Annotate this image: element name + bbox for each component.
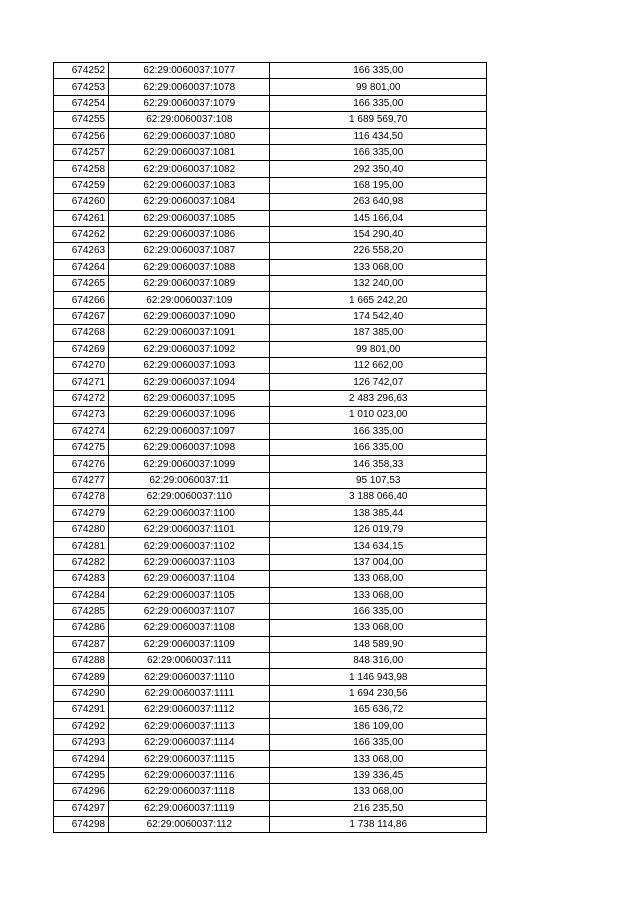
table-row bbox=[54, 653, 487, 669]
row-number-cell: 674290 bbox=[54, 685, 109, 701]
cadastral-value-cell: 133 068,00 bbox=[270, 259, 487, 275]
cadastral-number-cell: 62:29:0060037:1113 bbox=[109, 718, 270, 734]
cadastral-number-cell: 62:29:0060037:112 bbox=[109, 816, 270, 832]
cadastral-number-cell: 62:29:0060037:109 bbox=[109, 292, 270, 308]
cadastral-value-cell: 133 068,00 bbox=[270, 571, 487, 587]
cadastral-number-cell: 62:29:0060037:11 bbox=[109, 472, 270, 488]
cadastral-value-cell: 1 738 114,86 bbox=[270, 816, 487, 832]
cadastral-value-cell: 138 385,44 bbox=[270, 505, 487, 521]
cadastral-value-cell: 186 109,00 bbox=[270, 718, 487, 734]
row-number-cell: 674289 bbox=[54, 669, 109, 685]
cadastral-value-cell: 126 742,07 bbox=[270, 374, 487, 390]
cadastral-value-cell: 1 665 242,20 bbox=[270, 292, 487, 308]
cadastral-number-cell: 62:29:0060037:1077 bbox=[109, 63, 270, 79]
cadastral-number-cell: 62:29:0060037:1115 bbox=[109, 751, 270, 767]
cadastral-value-cell: 146 358,33 bbox=[270, 456, 487, 472]
cadastral-number-cell: 62:29:0060037:1099 bbox=[109, 456, 270, 472]
cadastral-value-cell: 187 385,00 bbox=[270, 325, 487, 341]
row-number-cell: 674258 bbox=[54, 161, 109, 177]
cadastral-number-cell: 62:29:0060037:1102 bbox=[109, 538, 270, 554]
table-row bbox=[54, 735, 487, 751]
table-row bbox=[54, 685, 487, 701]
cadastral-number-cell: 62:29:0060037:1100 bbox=[109, 505, 270, 521]
cadastral-value-cell: 3 188 066,40 bbox=[270, 489, 487, 505]
table-row bbox=[54, 423, 487, 439]
table-row bbox=[54, 128, 487, 144]
table-row bbox=[54, 63, 487, 79]
table-row bbox=[54, 79, 487, 95]
cadastral-number-cell: 62:29:0060037:1080 bbox=[109, 128, 270, 144]
table-row bbox=[54, 571, 487, 587]
table-row bbox=[54, 472, 487, 488]
cadastral-number-cell: 62:29:0060037:111 bbox=[109, 653, 270, 669]
cadastral-number-cell: 62:29:0060037:1105 bbox=[109, 587, 270, 603]
cadastral-number-cell: 62:29:0060037:1119 bbox=[109, 800, 270, 816]
cadastral-number-cell: 62:29:0060037:1108 bbox=[109, 620, 270, 636]
cadastral-value-cell: 133 068,00 bbox=[270, 784, 487, 800]
table-row bbox=[54, 538, 487, 554]
cadastral-number-cell: 62:29:0060037:1086 bbox=[109, 226, 270, 242]
cadastral-value-cell: 174 542,40 bbox=[270, 308, 487, 324]
table-body bbox=[54, 63, 487, 833]
cadastral-number-cell: 62:29:0060037:1094 bbox=[109, 374, 270, 390]
cadastral-value-cell: 1 010 023,00 bbox=[270, 407, 487, 423]
cadastral-value-cell: 166 335,00 bbox=[270, 144, 487, 160]
cadastral-number-cell: 62:29:0060037:1093 bbox=[109, 358, 270, 374]
table-row bbox=[54, 259, 487, 275]
cadastral-value-cell: 848 316,00 bbox=[270, 653, 487, 669]
cadastral-value-cell: 1 689 569,70 bbox=[270, 112, 487, 128]
cadastral-number-cell: 62:29:0060037:110 bbox=[109, 489, 270, 505]
cadastral-number-cell: 62:29:0060037:1089 bbox=[109, 276, 270, 292]
cadastral-number-cell: 62:29:0060037:1091 bbox=[109, 325, 270, 341]
table-row bbox=[54, 292, 487, 308]
cadastral-value-table bbox=[53, 62, 487, 833]
table-row bbox=[54, 505, 487, 521]
cadastral-value-cell: 2 483 296,63 bbox=[270, 390, 487, 406]
cadastral-value-cell: 116 434,50 bbox=[270, 128, 487, 144]
table-row bbox=[54, 669, 487, 685]
row-number-cell: 674283 bbox=[54, 571, 109, 587]
cadastral-number-cell: 62:29:0060037:1088 bbox=[109, 259, 270, 275]
table-row bbox=[54, 751, 487, 767]
cadastral-number-cell: 62:29:0060037:1097 bbox=[109, 423, 270, 439]
row-number-cell: 674280 bbox=[54, 521, 109, 537]
cadastral-value-cell: 137 004,00 bbox=[270, 554, 487, 570]
table-row bbox=[54, 358, 487, 374]
row-number-cell: 674282 bbox=[54, 554, 109, 570]
cadastral-number-cell: 62:29:0060037:1085 bbox=[109, 210, 270, 226]
table-row bbox=[54, 144, 487, 160]
cadastral-number-cell: 62:29:0060037:1095 bbox=[109, 390, 270, 406]
row-number-cell: 674267 bbox=[54, 308, 109, 324]
table-row bbox=[54, 767, 487, 783]
row-number-cell: 674263 bbox=[54, 243, 109, 259]
row-number-cell: 674257 bbox=[54, 144, 109, 160]
table-row bbox=[54, 816, 487, 832]
table-row bbox=[54, 620, 487, 636]
cadastral-number-cell: 62:29:0060037:1084 bbox=[109, 194, 270, 210]
cadastral-number-cell: 62:29:0060037:1090 bbox=[109, 308, 270, 324]
cadastral-number-cell: 62:29:0060037:1098 bbox=[109, 439, 270, 455]
cadastral-number-cell: 62:29:0060037:1103 bbox=[109, 554, 270, 570]
row-number-cell: 674287 bbox=[54, 636, 109, 652]
row-number-cell: 674254 bbox=[54, 95, 109, 111]
cadastral-number-cell: 62:29:0060037:1110 bbox=[109, 669, 270, 685]
cadastral-number-cell: 62:29:0060037:1101 bbox=[109, 521, 270, 537]
table-row bbox=[54, 439, 487, 455]
table-row bbox=[54, 390, 487, 406]
row-number-cell: 674252 bbox=[54, 63, 109, 79]
table-row bbox=[54, 603, 487, 619]
cadastral-number-cell: 62:29:0060037:1087 bbox=[109, 243, 270, 259]
row-number-cell: 674281 bbox=[54, 538, 109, 554]
table-row bbox=[54, 161, 487, 177]
row-number-cell: 674279 bbox=[54, 505, 109, 521]
cadastral-value-cell: 148 589,90 bbox=[270, 636, 487, 652]
row-number-cell: 674293 bbox=[54, 735, 109, 751]
table-row bbox=[54, 112, 487, 128]
cadastral-value-cell: 166 335,00 bbox=[270, 603, 487, 619]
row-number-cell: 674291 bbox=[54, 702, 109, 718]
row-number-cell: 674286 bbox=[54, 620, 109, 636]
row-number-cell: 674255 bbox=[54, 112, 109, 128]
cadastral-value-cell: 166 335,00 bbox=[270, 63, 487, 79]
row-number-cell: 674275 bbox=[54, 439, 109, 455]
cadastral-value-cell: 166 335,00 bbox=[270, 423, 487, 439]
row-number-cell: 674261 bbox=[54, 210, 109, 226]
cadastral-value-cell: 134 634,15 bbox=[270, 538, 487, 554]
table-row bbox=[54, 374, 487, 390]
cadastral-value-cell: 292 350,40 bbox=[270, 161, 487, 177]
row-number-cell: 674288 bbox=[54, 653, 109, 669]
table-row bbox=[54, 210, 487, 226]
cadastral-number-cell: 62:29:0060037:1104 bbox=[109, 571, 270, 587]
table-row bbox=[54, 521, 487, 537]
row-number-cell: 674278 bbox=[54, 489, 109, 505]
table-row bbox=[54, 341, 487, 357]
cadastral-value-cell: 226 558,20 bbox=[270, 243, 487, 259]
cadastral-value-cell: 133 068,00 bbox=[270, 751, 487, 767]
cadastral-value-cell: 165 636,72 bbox=[270, 702, 487, 718]
cadastral-number-cell: 62:29:0060037:1081 bbox=[109, 144, 270, 160]
row-number-cell: 674253 bbox=[54, 79, 109, 95]
cadastral-number-cell: 62:29:0060037:1116 bbox=[109, 767, 270, 783]
cadastral-value-cell: 166 335,00 bbox=[270, 439, 487, 455]
cadastral-value-cell: 139 336,45 bbox=[270, 767, 487, 783]
cadastral-number-cell: 62:29:0060037:1083 bbox=[109, 177, 270, 193]
cadastral-value-cell: 133 068,00 bbox=[270, 587, 487, 603]
table-row bbox=[54, 325, 487, 341]
table-row bbox=[54, 276, 487, 292]
cadastral-value-cell: 99 801,00 bbox=[270, 79, 487, 95]
table-row bbox=[54, 800, 487, 816]
row-number-cell: 674295 bbox=[54, 767, 109, 783]
cadastral-value-cell: 133 068,00 bbox=[270, 620, 487, 636]
row-number-cell: 674292 bbox=[54, 718, 109, 734]
cadastral-value-cell: 168 195,00 bbox=[270, 177, 487, 193]
row-number-cell: 674276 bbox=[54, 456, 109, 472]
cadastral-number-cell: 62:29:0060037:1092 bbox=[109, 341, 270, 357]
table-row bbox=[54, 636, 487, 652]
row-number-cell: 674271 bbox=[54, 374, 109, 390]
row-number-cell: 674296 bbox=[54, 784, 109, 800]
table-row bbox=[54, 194, 487, 210]
cadastral-value-cell: 145 166,04 bbox=[270, 210, 487, 226]
row-number-cell: 674274 bbox=[54, 423, 109, 439]
row-number-cell: 674284 bbox=[54, 587, 109, 603]
cadastral-number-cell: 62:29:0060037:1114 bbox=[109, 735, 270, 751]
cadastral-number-cell: 62:29:0060037:108 bbox=[109, 112, 270, 128]
cadastral-value-cell: 1 146 943,98 bbox=[270, 669, 487, 685]
row-number-cell: 674260 bbox=[54, 194, 109, 210]
row-number-cell: 674256 bbox=[54, 128, 109, 144]
row-number-cell: 674268 bbox=[54, 325, 109, 341]
row-number-cell: 674265 bbox=[54, 276, 109, 292]
table-row bbox=[54, 489, 487, 505]
row-number-cell: 674266 bbox=[54, 292, 109, 308]
row-number-cell: 674285 bbox=[54, 603, 109, 619]
cadastral-value-cell: 112 662,00 bbox=[270, 358, 487, 374]
cadastral-value-cell: 263 640,98 bbox=[270, 194, 487, 210]
cadastral-number-cell: 62:29:0060037:1111 bbox=[109, 685, 270, 701]
row-number-cell: 674273 bbox=[54, 407, 109, 423]
row-number-cell: 674269 bbox=[54, 341, 109, 357]
cadastral-number-cell: 62:29:0060037:1107 bbox=[109, 603, 270, 619]
row-number-cell: 674277 bbox=[54, 472, 109, 488]
row-number-cell: 674272 bbox=[54, 390, 109, 406]
cadastral-number-cell: 62:29:0060037:1112 bbox=[109, 702, 270, 718]
table-row bbox=[54, 702, 487, 718]
cadastral-value-cell: 216 235,50 bbox=[270, 800, 487, 816]
row-number-cell: 674297 bbox=[54, 800, 109, 816]
cadastral-value-cell: 126 019,79 bbox=[270, 521, 487, 537]
row-number-cell: 674298 bbox=[54, 816, 109, 832]
table-row bbox=[54, 587, 487, 603]
row-number-cell: 674264 bbox=[54, 259, 109, 275]
cadastral-value-cell: 95 107,53 bbox=[270, 472, 487, 488]
table-row bbox=[54, 308, 487, 324]
table-row bbox=[54, 243, 487, 259]
cadastral-number-cell: 62:29:0060037:1109 bbox=[109, 636, 270, 652]
cadastral-value-cell: 166 335,00 bbox=[270, 735, 487, 751]
cadastral-number-cell: 62:29:0060037:1078 bbox=[109, 79, 270, 95]
cadastral-value-cell: 132 240,00 bbox=[270, 276, 487, 292]
cadastral-number-cell: 62:29:0060037:1118 bbox=[109, 784, 270, 800]
table-row bbox=[54, 95, 487, 111]
cadastral-number-cell: 62:29:0060037:1079 bbox=[109, 95, 270, 111]
cadastral-value-cell: 1 694 230,56 bbox=[270, 685, 487, 701]
cadastral-value-cell: 99 801,00 bbox=[270, 341, 487, 357]
table-row bbox=[54, 407, 487, 423]
row-number-cell: 674270 bbox=[54, 358, 109, 374]
row-number-cell: 674294 bbox=[54, 751, 109, 767]
cadastral-value-cell: 154 290,40 bbox=[270, 226, 487, 242]
row-number-cell: 674262 bbox=[54, 226, 109, 242]
cadastral-number-cell: 62:29:0060037:1096 bbox=[109, 407, 270, 423]
cadastral-value-cell: 166 335,00 bbox=[270, 95, 487, 111]
table-row bbox=[54, 177, 487, 193]
table-row bbox=[54, 226, 487, 242]
table-row bbox=[54, 554, 487, 570]
table-row bbox=[54, 718, 487, 734]
cadastral-number-cell: 62:29:0060037:1082 bbox=[109, 161, 270, 177]
table-row bbox=[54, 456, 487, 472]
table-row bbox=[54, 784, 487, 800]
row-number-cell: 674259 bbox=[54, 177, 109, 193]
